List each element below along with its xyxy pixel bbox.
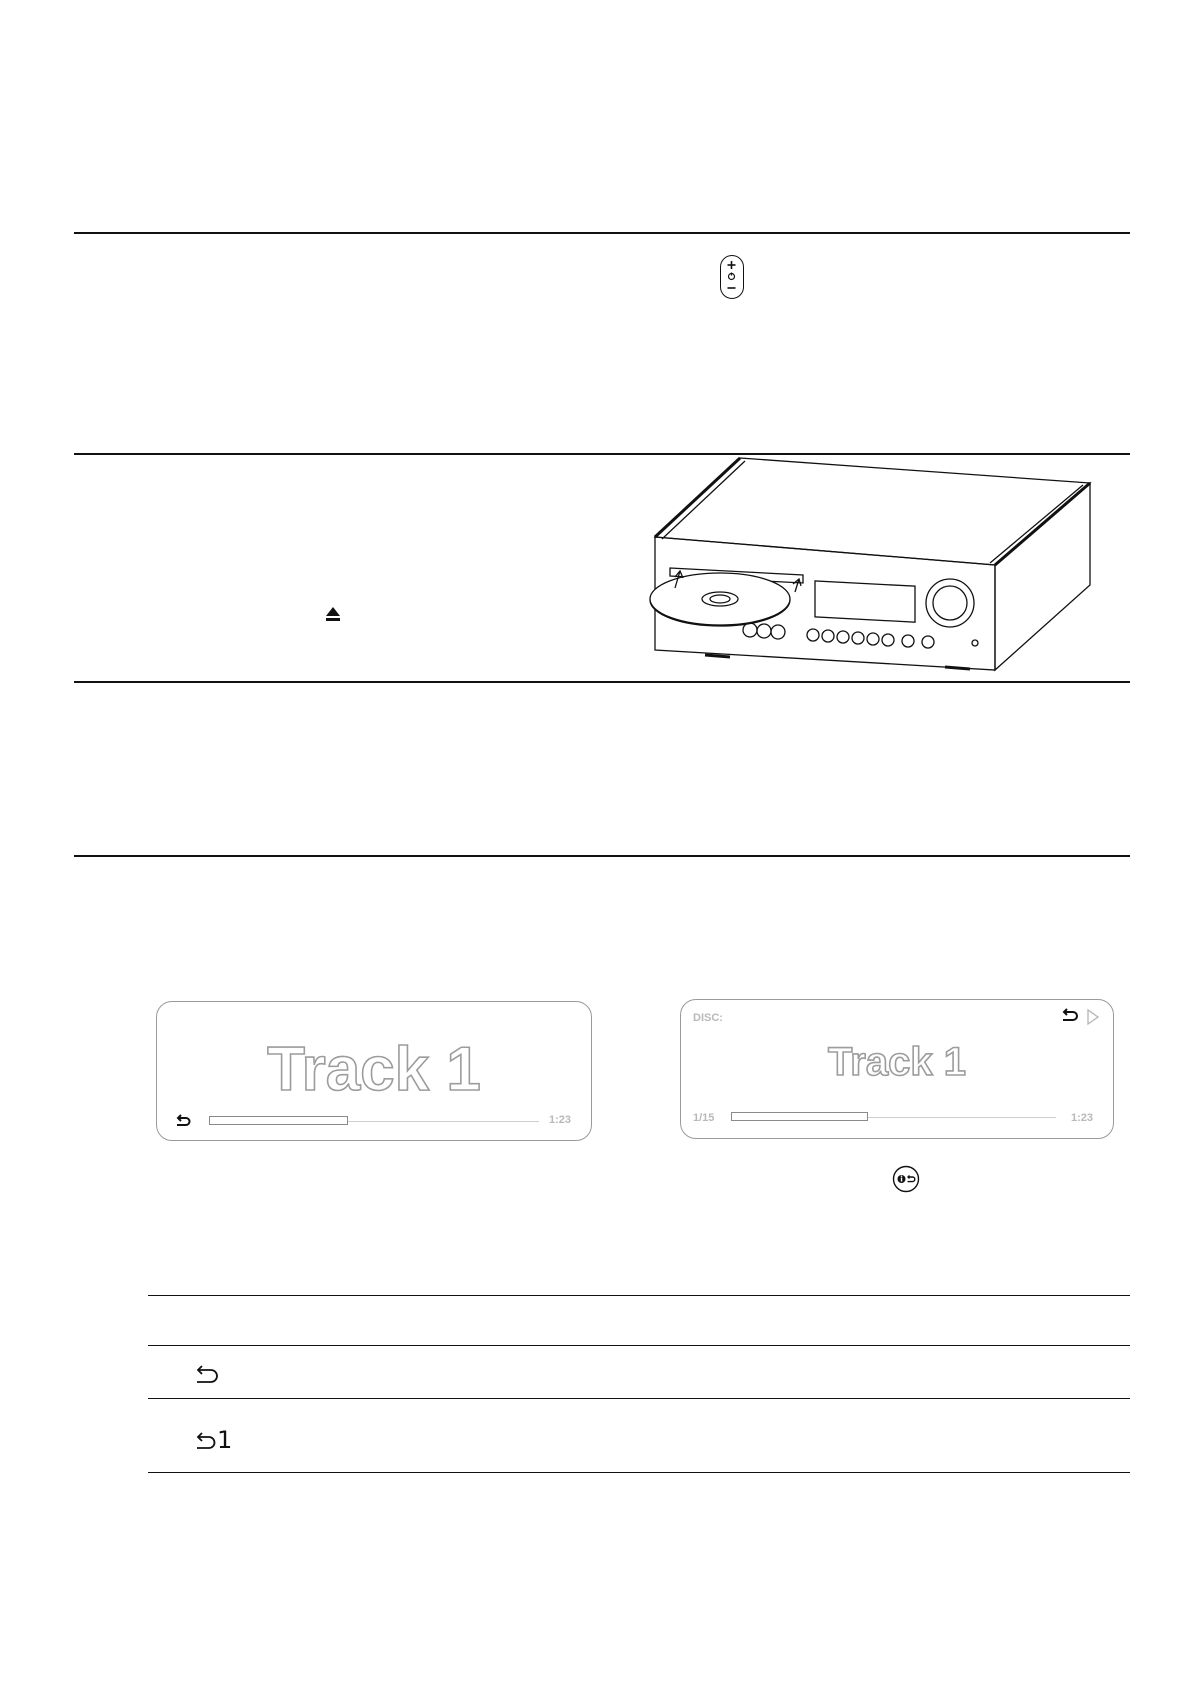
progress-bar-fill xyxy=(209,1116,348,1125)
table-row xyxy=(194,1363,220,1390)
display-screen-default xyxy=(156,1001,592,1141)
track-title: Track 1 xyxy=(828,1040,966,1084)
cd-player-illustration xyxy=(645,455,1105,680)
table-rule xyxy=(148,1345,1130,1346)
table-rule xyxy=(148,1398,1130,1399)
table-rule xyxy=(148,1472,1130,1473)
volume-rocker-icon xyxy=(720,255,744,299)
section-divider xyxy=(74,681,1130,683)
progress-bar-fill xyxy=(731,1112,868,1121)
info-repeat-button-icon xyxy=(892,1165,920,1193)
table-rule xyxy=(148,1295,1130,1296)
section-divider xyxy=(74,855,1130,857)
elapsed-time: 1:23 xyxy=(549,1114,572,1126)
repeat-one-icon xyxy=(194,1430,216,1452)
display-screen-info xyxy=(680,999,1114,1139)
repeat-icon xyxy=(1061,1008,1079,1024)
repeat-icon xyxy=(175,1114,191,1128)
source-label: DISC: xyxy=(693,1012,723,1024)
play-icon xyxy=(1086,1008,1100,1026)
section-divider xyxy=(74,232,1130,234)
track-count: 1/15 xyxy=(693,1112,715,1124)
track-title: Track 1 xyxy=(267,1035,481,1104)
repeat-one-number: 1 xyxy=(217,1426,233,1454)
eject-icon xyxy=(325,605,341,623)
elapsed-time: 1:23 xyxy=(1071,1112,1094,1124)
repeat-icon xyxy=(194,1363,220,1385)
